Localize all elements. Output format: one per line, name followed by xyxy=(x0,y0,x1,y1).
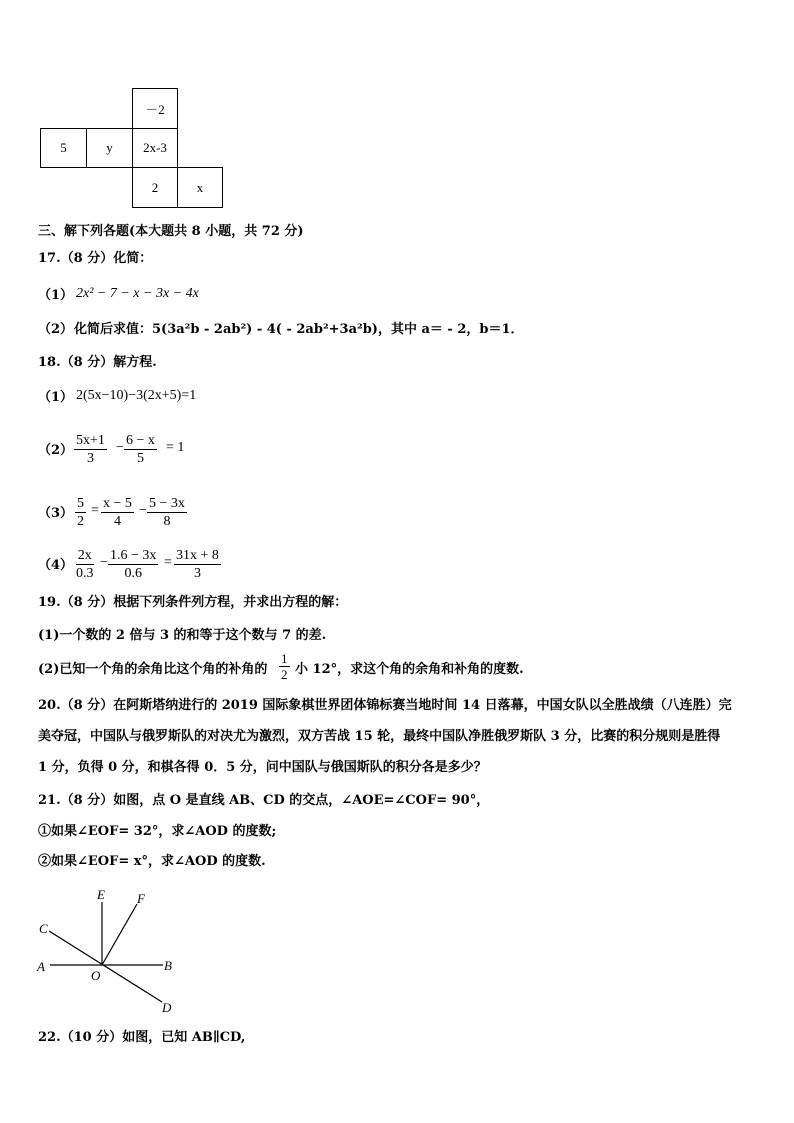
q18-p3-frac1 xyxy=(101,495,134,530)
q22-title: 22.（10 分）如图，已知 AB∥CD, xyxy=(38,1030,246,1045)
label-b: B xyxy=(164,958,172,973)
q20-line2: 美夺冠，中国队与俄罗斯队的对决尤为激烈，双方苦战 15 轮，最终中国队净胜俄罗斯队 3 分，比赛的积分规则是胜得 xyxy=(38,729,721,744)
q18-title: 18.（8 分）解方程. xyxy=(38,355,157,370)
line-cd xyxy=(49,931,162,1002)
q18-p2-label: （2） xyxy=(38,443,74,458)
net-cell-top: －2 xyxy=(132,88,178,129)
net-cell-center: 2x-3 xyxy=(132,128,178,168)
q17-p2-text: 化简后求值：5(3a²b - 2ab²) - 4( - 2ab²+3a²b)，其中 a＝ - 2，b＝1． xyxy=(74,322,524,337)
q17-p2-label: （2） xyxy=(38,322,74,337)
q21-angle-figure xyxy=(30,884,200,1019)
q18-p4-frac1 xyxy=(74,547,96,582)
q18-p3-frac0 xyxy=(75,495,86,530)
net-cell-mid-left: y xyxy=(86,128,133,168)
equals: = xyxy=(91,503,99,518)
net-cell-left: 5 xyxy=(40,128,87,168)
numerator: 1.6 − 3x xyxy=(110,548,157,563)
q18-p4-label: （4） xyxy=(38,558,74,573)
q21-title: 21.（8 分）如图，点 O 是直线 AB、CD 的交点，∠AOE=∠COF= 90°， xyxy=(38,793,490,808)
denominator: 0.3 xyxy=(76,566,94,581)
numerator: x − 5 xyxy=(103,496,132,511)
denominator: 2 xyxy=(77,514,84,529)
net-cell-bottom-right: x xyxy=(177,167,223,208)
q19-p1: (1)一个数的 2 倍与 3 的和等于这个数与 7 的差. xyxy=(38,628,327,643)
equals: = xyxy=(164,555,172,570)
q19-p2-fraction xyxy=(279,651,290,682)
denominator: 3 xyxy=(86,451,94,466)
numerator: 5 xyxy=(77,496,84,511)
numerator: 31x + 8 xyxy=(176,548,219,563)
q17-p1-expr: 2x² − 7 − x − 3x − 4x xyxy=(76,286,199,301)
q21-p1: ①如果∠EOF= 32°，求∠AOD 的度数; xyxy=(38,824,277,839)
operator: − xyxy=(116,440,124,455)
q18-p3-label: （3） xyxy=(38,506,74,521)
denominator: 4 xyxy=(113,514,121,529)
q18-p2-frac1 xyxy=(74,432,107,467)
section-heading: 三、解下列各题(本大题共 8 小题，共 72 分) xyxy=(38,224,304,239)
q21-p2: ②如果∠EOF= x°，求∠AOD 的度数. xyxy=(38,854,266,869)
label-e: E xyxy=(97,887,105,902)
q18-p3-frac2 xyxy=(147,495,187,530)
q18-p4-frac2 xyxy=(108,547,158,582)
label-c: C xyxy=(39,921,48,936)
q18-p4-frac3 xyxy=(174,547,221,582)
numerator: 6 − x xyxy=(126,433,155,448)
denominator: 3 xyxy=(193,566,201,581)
denominator: 0.6 xyxy=(124,566,142,581)
q20-line3: 1 分，负得 0 分，和棋各得 0．5 分，问中国队与俄国斯队的积分各是多少？ xyxy=(38,760,487,775)
numerator: 2x xyxy=(77,548,92,563)
q17-title: 17.（8 分）化简： xyxy=(38,251,153,266)
q19-p2-post: 小 12°，求这个角的余角和补角的度数. xyxy=(295,662,524,677)
denominator: 8 xyxy=(163,514,171,529)
q19-title: 19.（8 分）根据下列条件列方程，并求出方程的解： xyxy=(38,595,348,610)
numerator: 5x+1 xyxy=(76,433,105,448)
label-o: O xyxy=(91,968,101,983)
numerator: 5 − 3x xyxy=(149,496,185,511)
label-a: A xyxy=(37,959,45,974)
q19-p2-pre: (2)已知一个角的余角比这个角的补角的 xyxy=(38,662,268,677)
rhs: = 1 xyxy=(166,440,185,455)
ray-of xyxy=(102,904,137,965)
denominator: 2 xyxy=(281,667,288,682)
q18-p1-expr: 2(5x−10)−3(2x+5)=1 xyxy=(76,388,197,403)
denominator: 5 xyxy=(136,451,144,466)
numerator: 1 xyxy=(281,651,288,666)
label-d: D xyxy=(162,1000,172,1015)
q18-p2-frac2 xyxy=(124,432,157,467)
q18-p1-label: （1） xyxy=(38,390,74,405)
operator: − xyxy=(100,555,108,570)
q17-p1-label: （1） xyxy=(38,288,74,303)
label-f: F xyxy=(137,891,145,906)
net-cell-bottom: 2 xyxy=(132,167,178,208)
operator: − xyxy=(139,503,147,518)
q20-line1: 20.（8 分）在阿斯塔纳进行的 2019 国际象棋世界团体锦标赛当地时间 14 日落幕，中国女队以全胜战绩（八连胜）完 xyxy=(38,698,732,713)
